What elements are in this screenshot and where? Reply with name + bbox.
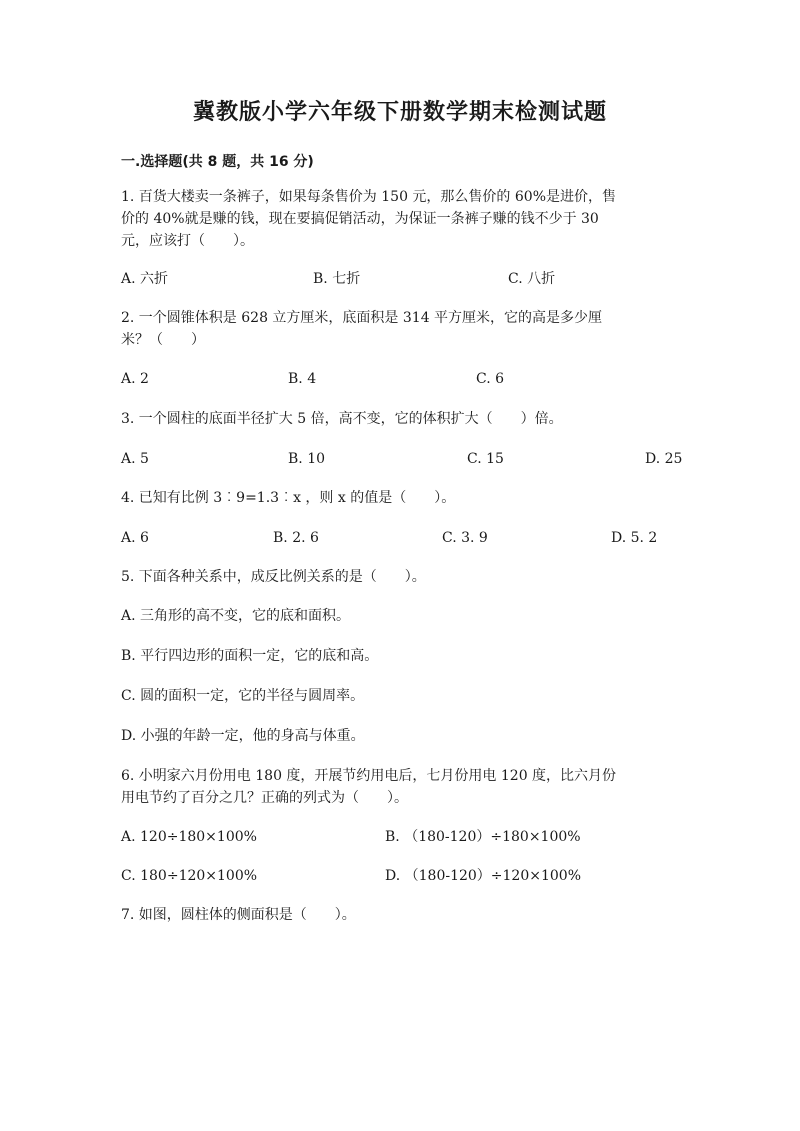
option-a: A. 6 xyxy=(121,530,149,546)
question-line: 元，应该打（ ）。 xyxy=(121,233,254,249)
option-a: A. 三角形的高不变，它的底和面积。 xyxy=(121,608,351,624)
option-b: B. 4 xyxy=(288,371,317,387)
question-3 xyxy=(121,408,681,430)
question-line: 4. 已知有比例 3︰9=1.3︰x ，则 x 的值是（ ）。 xyxy=(121,490,456,506)
question-5 xyxy=(121,566,681,588)
question-4 xyxy=(121,487,681,509)
section-heading: 一.选择题(共 8 题，共 16 分) xyxy=(121,154,314,170)
option-d: D. 5. 2 xyxy=(611,530,658,546)
question-line: 用电节约了百分之几？正确的列式为（ ）。 xyxy=(121,790,408,806)
question-line: 7. 如图，圆柱体的侧面积是（ ）。 xyxy=(121,907,356,923)
question-2 xyxy=(121,307,681,351)
option-d: D. 小强的年龄一定，他的身高与体重。 xyxy=(121,728,365,744)
option-a: A. 2 xyxy=(121,371,149,387)
option-b: B. 七折 xyxy=(313,271,361,287)
question-line: 米？（ ） xyxy=(121,332,205,348)
option-b: B. （180-120）÷180×100% xyxy=(385,829,581,845)
option-c: C. 圆的面积一定，它的半径与圆周率。 xyxy=(121,688,365,704)
option-a: A. 六折 xyxy=(121,271,169,287)
option-b: B. 2. 6 xyxy=(273,530,319,546)
option-b: B. 平行四边形的面积一定，它的底和高。 xyxy=(121,648,379,664)
option-c: C. 15 xyxy=(467,451,504,467)
question-line: 5. 下面各种关系中，成反比例关系的是（ ）。 xyxy=(121,569,426,585)
question-line: 1. 百货大楼卖一条裤子，如果每条售价为 150 元，那么售价的 60%是进价，售 xyxy=(121,189,616,205)
option-c: C. 3. 9 xyxy=(442,530,488,546)
question-line: 6. 小明家六月份用电 180 度，开展节约用电后，七月份用电 120 度，比六月份 xyxy=(121,768,617,784)
question-line: 3. 一个圆柱的底面半径扩大 5 倍，高不变，它的体积扩大（ ）倍。 xyxy=(121,411,563,427)
option-d: D. （180-120）÷120×100% xyxy=(385,868,582,884)
option-b: B. 10 xyxy=(288,451,326,467)
question-line: 价的 40%就是赚的钱，现在要搞促销活动，为保证一条裤子赚的钱不少于 30 xyxy=(121,211,599,227)
option-a: A. 120÷180×100% xyxy=(121,829,257,845)
option-c: C. 180÷120×100% xyxy=(121,868,258,884)
question-7 xyxy=(121,904,681,926)
question-6 xyxy=(121,765,681,809)
question-1 xyxy=(121,186,681,252)
option-c: C. 6 xyxy=(476,371,505,387)
question-line: 2. 一个圆锥体积是 628 立方厘米，底面积是 314 平方厘米，它的高是多少厘 xyxy=(121,310,603,326)
option-c: C. 八折 xyxy=(508,271,556,287)
option-d: D. 25 xyxy=(645,451,683,467)
option-a: A. 5 xyxy=(121,451,149,467)
page-title: 冀教版小学六年级下册数学期末检测试题 xyxy=(192,100,607,125)
